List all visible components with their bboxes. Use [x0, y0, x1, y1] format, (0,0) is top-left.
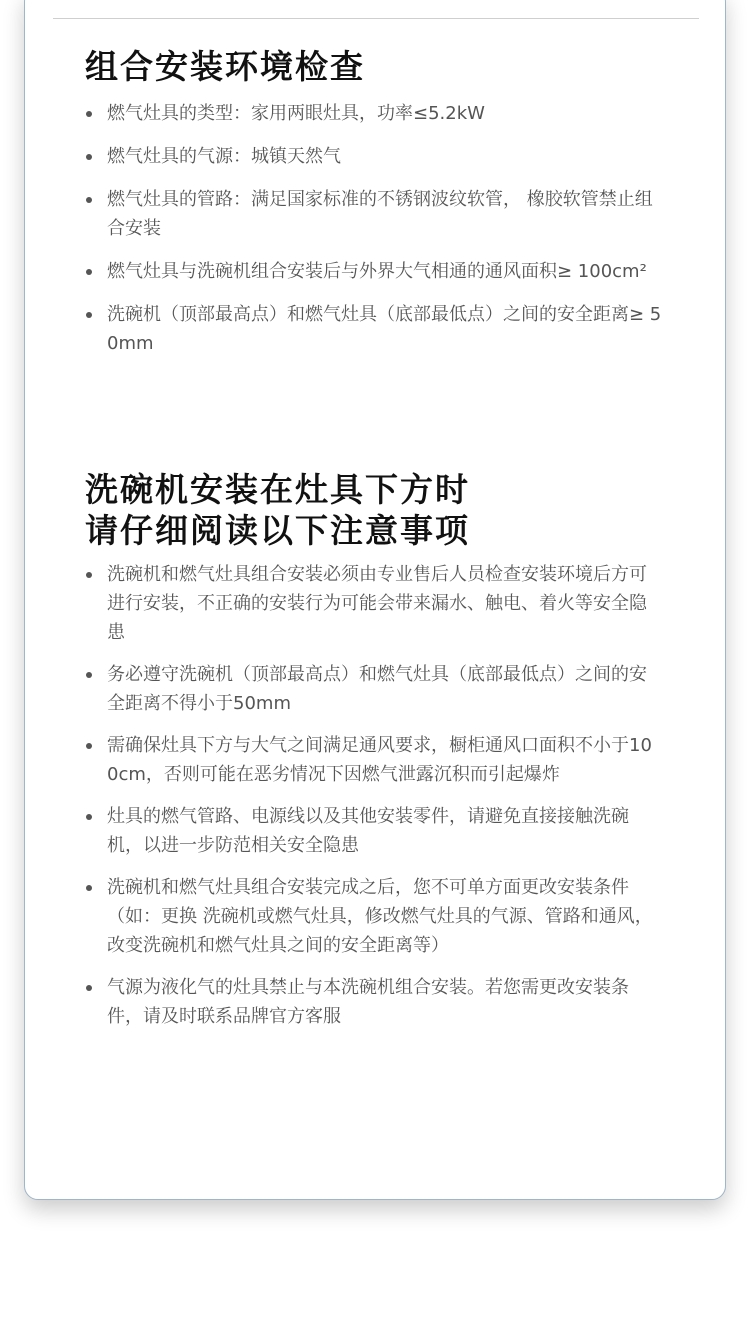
section-title-installation-check: 组合安装环境检查 — [85, 47, 365, 86]
list-item-text: 洗碗机和燃气灶具组合安装完成之后，您不可单方面更改安装条件（如：更换 洗碗机或燃气灶具，修改燃气灶具的气源、管路和通风，改变洗碗机和燃气灶具之间的安全距离等） — [107, 877, 653, 956]
precautions-list — [85, 560, 663, 1044]
list-item — [85, 257, 663, 286]
bullet-icon — [86, 111, 92, 117]
list-item-text: 洗碗机和燃气灶具组合安装必须由专业售后人员检查安装环境后方可进行安装，不正确的安装行为可能会带来漏水、触电、着火等安全隐患 — [107, 564, 647, 643]
list-item-text: 灶具的燃气管路、电源线以及其他安装零件，请避免直接接触洗碗机，以进一步防范相关安全隐患 — [107, 806, 629, 856]
list-item — [85, 973, 663, 1031]
bullet-icon — [86, 197, 92, 203]
list-item-text: 燃气灶具与洗碗机组合安装后与外界大气相通的通风面积≥ 100cm² — [107, 261, 647, 282]
list-item — [85, 873, 663, 960]
bullet-icon — [86, 814, 92, 820]
list-item-text: 需确保灶具下方与大气之间满足通风要求，橱柜通风口面积不小于100cm，否则可能在恶劣情况下因燃气泄露沉积而引起爆炸 — [107, 735, 652, 785]
bullet-icon — [86, 885, 92, 891]
bullet-icon — [86, 269, 92, 275]
list-item-text: 洗碗机（顶部最高点）和燃气灶具（底部最低点）之间的安全距离≥ 50mm — [107, 304, 662, 354]
list-item-text: 燃气灶具的管路：满足国家标准的不锈钢波纹软管， 橡胶软管禁止组合安装 — [107, 189, 653, 239]
bullet-icon — [86, 572, 92, 578]
bullet-icon — [86, 312, 92, 318]
list-item-text: 燃气灶具的类型：家用两眼灶具，功率≤5.2kW — [107, 103, 485, 124]
bullet-icon — [86, 985, 92, 991]
list-item-text: 燃气灶具的气源：城镇天然气 — [107, 146, 341, 167]
list-item-text: 气源为液化气的灶具禁止与本洗碗机组合安装。若您需更改安装条件，请及时联系品牌官方客服 — [107, 977, 629, 1027]
list-item — [85, 802, 663, 860]
top-divider — [53, 18, 699, 19]
section-title-line: 洗碗机安装在灶具下方时 — [85, 470, 470, 509]
section-title-precautions — [85, 469, 470, 551]
list-item — [85, 300, 663, 358]
list-item — [85, 142, 663, 171]
list-item — [85, 560, 663, 647]
list-item — [85, 731, 663, 789]
list-item-text: 务必遵守洗碗机（顶部最高点）和燃气灶具（底部最低点）之间的安全距离不得小于50mm — [107, 664, 647, 714]
section-title-line: 请仔细阅读以下注意事项 — [85, 511, 470, 550]
bullet-icon — [86, 154, 92, 160]
info-card — [24, 0, 726, 1200]
list-item — [85, 185, 663, 243]
list-item — [85, 660, 663, 718]
bullet-icon — [86, 672, 92, 678]
installation-check-list — [85, 99, 663, 372]
bullet-icon — [86, 743, 92, 749]
list-item — [85, 99, 663, 128]
